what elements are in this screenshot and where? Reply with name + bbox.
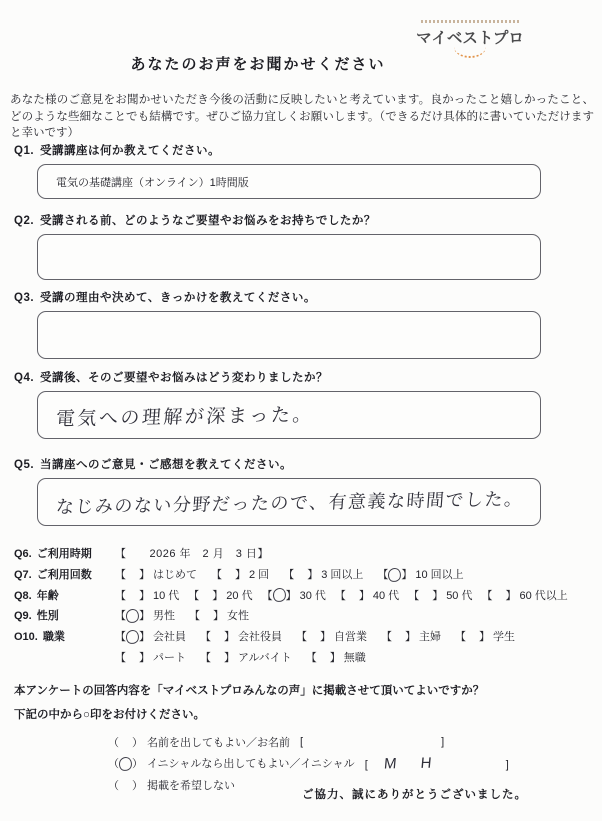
mark-slot [126, 588, 139, 601]
profile-row-q6 [14, 543, 594, 564]
bracket-open: 【 [305, 651, 317, 664]
mark-slot [211, 650, 224, 663]
option-label: 会社員 [153, 631, 186, 644]
profile-label [14, 587, 115, 603]
option [381, 628, 441, 644]
answer-box [37, 478, 541, 526]
bracket-close: 】 [213, 610, 224, 623]
bracket-open: 【 [189, 610, 200, 623]
bracket-close: 】 [139, 569, 150, 582]
bracket-close: 】 [405, 631, 416, 644]
profile-label [14, 628, 115, 644]
bracket-close: 】 [139, 589, 150, 602]
mark-slot [346, 588, 359, 601]
paren-open: （ [108, 758, 119, 771]
option-label: 3 回以上 [321, 569, 364, 582]
circle-mark [387, 566, 403, 582]
square-close: ] [441, 735, 445, 748]
option-label: 2 回 [249, 569, 270, 582]
profile-row-q8 [14, 584, 594, 605]
question-label [14, 212, 590, 228]
bracket-open: 【 [261, 589, 273, 602]
bracket-close: 】 [307, 569, 319, 582]
paren-close: ） [132, 758, 143, 771]
option-label: 60 代以上 [519, 589, 568, 602]
mark-slot [466, 630, 479, 643]
bracket-open: 【 [115, 651, 126, 664]
option-label: 学生 [493, 631, 515, 644]
bracket-close: 】 [479, 631, 490, 644]
option [200, 628, 282, 644]
question-label [14, 456, 590, 472]
option [189, 607, 249, 623]
bracket-open: 【 [115, 589, 126, 602]
option [115, 607, 175, 623]
profile-section [14, 543, 594, 667]
answer-box [37, 164, 541, 199]
bracket-open: 【 [200, 651, 211, 664]
mark-slot [317, 650, 330, 663]
circle-mark [125, 628, 141, 644]
consent-row-name [108, 731, 594, 753]
profile-label-text: 職業 [42, 631, 65, 644]
circle-mark [271, 587, 287, 603]
mark-slot [200, 609, 213, 622]
mark-slot [392, 630, 405, 643]
answer-box [37, 391, 541, 439]
question-text: 受講される前、どのようなご要望やお悩みをお持ちでしたか？ [40, 215, 376, 227]
consent-option-label: 名前を出してもよい／お名前 [147, 736, 290, 749]
paren-open: （ [108, 736, 119, 749]
logo-text: マイベストプロ [416, 30, 524, 47]
bracket-open: 【 [455, 631, 466, 644]
mark-slot [222, 568, 235, 581]
option-label: 男性 [153, 610, 175, 623]
consent-heading-line2: 下記の中から○印をお付けください。 [14, 709, 205, 721]
option-label: 主婦 [419, 631, 441, 644]
initials-field-value [368, 755, 506, 772]
consent-heading-line1: 本アンケートの回答内容を「マイベストプロみんなの声」に掲載させて頂いてよいですか？ [14, 685, 485, 697]
mark-slot [126, 568, 139, 581]
bracket-open: 【 [115, 610, 126, 623]
consent-row-initials [108, 753, 594, 775]
bracket-close: 】 [358, 589, 370, 602]
option [408, 587, 472, 603]
option-label: 自営業 [334, 631, 367, 644]
bracket-close: 】 [320, 631, 331, 644]
question-text: 受講後、そのご要望やお悩みはどう変わりましたか？ [40, 372, 329, 384]
bracket-close: 】 [139, 631, 150, 644]
question-label [14, 289, 590, 305]
mark-slot [126, 609, 139, 622]
question-number: Q6. [14, 548, 32, 561]
option-label: 50 代 [446, 589, 473, 602]
square-open: [ [364, 758, 368, 771]
bracket-close: 】 [224, 651, 235, 664]
question-number: Q1. [14, 145, 35, 157]
bracket-close: 】 [235, 569, 246, 582]
option [262, 587, 326, 603]
option-label: 無職 [343, 651, 366, 664]
profile-label-text: ご利用回数 [36, 569, 92, 582]
handwritten-answer: なじみのない分野だったので、有意義な時間でした。 [55, 488, 525, 518]
bracket-close: 】 [329, 651, 341, 664]
mark-slot [294, 568, 307, 581]
bracket-close: 】 [432, 589, 444, 602]
question-number: Q2. [14, 215, 35, 227]
mark-slot [199, 588, 212, 601]
name-field [300, 736, 444, 748]
consent-option-label: 掲載を希望しない [147, 779, 235, 792]
answer-text: 電気の基礎講座（オンライン）1時間版 [56, 176, 249, 189]
bracket-open: 【 [334, 589, 346, 602]
bracket-open: 【 [211, 569, 222, 582]
square-close: ] [505, 758, 509, 771]
question-label [14, 142, 590, 158]
bracket-close: 】 [139, 651, 150, 664]
circle-mark [125, 608, 141, 624]
mark-slot [119, 735, 132, 748]
option-label: 会社役員 [238, 631, 282, 644]
paren-close: ） [132, 736, 143, 749]
option [306, 649, 366, 665]
answer-box [37, 311, 541, 359]
bracket-open: 【 [408, 589, 420, 602]
option [115, 649, 186, 665]
option [200, 649, 292, 665]
profile-label-text: 性別 [36, 610, 59, 623]
question-block-q4 [14, 369, 590, 439]
profile-row-q10-line2 [115, 646, 594, 667]
question-number: Q5. [14, 459, 35, 471]
bracket-open: 【 [188, 589, 200, 602]
option-label: アルバイト [238, 651, 292, 664]
bracket-open: 【 [381, 631, 392, 644]
option [115, 628, 186, 644]
bracket-close: 】 [505, 589, 517, 602]
profile-label [14, 566, 115, 582]
bracket-close: 】 [224, 631, 235, 644]
question-text: 当講座へのご意見・ご感想を教えてください。 [40, 459, 293, 471]
mark-slot [126, 650, 139, 663]
bracket-open: 【 [377, 569, 389, 582]
option-label: 30 代 [299, 589, 326, 602]
handwritten-initials: M H [383, 754, 442, 773]
profile-label-text: ご利用時期 [36, 548, 92, 561]
profile-label [14, 607, 115, 623]
bracket-open: 【 [200, 631, 211, 644]
bracket-open: 【 [115, 631, 126, 644]
paren-open: （ [108, 779, 119, 792]
question-text: 受講の理由や決めて、きっかけを教えてください。 [40, 292, 316, 304]
handwritten-answer: 電気への理解が深まった。 [55, 404, 315, 430]
bracket-open: 【 [283, 569, 295, 582]
question-text: 受講講座は何か教えてください。 [40, 145, 221, 157]
option [188, 587, 252, 603]
bracket-close: 】 [401, 569, 413, 582]
profile-row-q7 [14, 564, 594, 585]
option [335, 587, 399, 603]
option-label: はじめて [153, 569, 197, 582]
bracket-open: 【 [115, 569, 126, 582]
option [211, 566, 269, 582]
question-label [14, 369, 590, 385]
mark-slot [211, 630, 224, 643]
mark-slot [119, 757, 132, 770]
mark-slot [273, 588, 286, 601]
question-block-q3 [14, 289, 590, 359]
option [455, 628, 515, 644]
mark-slot [492, 588, 505, 601]
option-label: 10 代 [153, 589, 180, 602]
mark-slot [126, 630, 139, 643]
option-label: 40 代 [372, 589, 400, 602]
option [283, 566, 363, 582]
option [377, 566, 463, 582]
question-number: Q4. [14, 372, 35, 384]
bracket-close: 】 [285, 589, 297, 602]
option-label: パート [153, 651, 186, 664]
question-number: Q3. [14, 292, 35, 304]
logo-tagline [421, 20, 519, 23]
paren-close: ） [132, 779, 143, 792]
profile-row-q10 [14, 626, 594, 647]
question-block-q1 [14, 142, 590, 199]
question-block-q5 [14, 456, 590, 526]
option [115, 587, 179, 603]
profile-row-q9 [14, 605, 594, 626]
question-number: Q9. [14, 610, 32, 623]
bracket-close: 】 [139, 610, 150, 623]
option [296, 628, 367, 644]
circle-mark [118, 756, 134, 772]
consent-section [14, 684, 594, 796]
option [481, 587, 567, 603]
question-number: O10. [14, 631, 38, 644]
option-label: 女性 [227, 610, 249, 623]
question-number: Q7. [14, 569, 32, 582]
question-number: Q8. [14, 589, 32, 602]
bracket-open: 【 [296, 631, 307, 644]
usage-date-value: 【 2026 年 2 月 3 日】 [115, 548, 269, 561]
answer-box [37, 234, 541, 280]
profile-label-text: 年齢 [36, 589, 59, 602]
bracket-close: 】 [212, 589, 224, 602]
mark-slot [307, 630, 320, 643]
option-label: 10 回以上 [415, 569, 464, 582]
thanks-note: ご協力、誠にありがとうございました。 [302, 789, 527, 801]
mark-slot [419, 588, 432, 601]
bracket-open: 【 [481, 589, 493, 602]
option-label: 20 代 [226, 589, 253, 602]
consent-option-label: イニシャルなら出してもよい／イニシャル [147, 758, 355, 771]
question-block-q2 [14, 212, 590, 280]
square-open: [ [300, 735, 304, 748]
option [115, 566, 197, 582]
mark-slot [388, 568, 401, 581]
initials-field [365, 755, 509, 772]
profile-label [14, 545, 115, 561]
page-title: あなたのお声をお聞かせください [130, 56, 386, 73]
intro-paragraph: あなた様のご意見をお聞かせいただき今後の活動に反映したいと考えています。良かったこと嬉しかったこと、どのような些細なことでも結構です。ぜひご協力宜しくお願いします。（できるだけ具体的に書いていただけますと幸いです） [10, 94, 594, 139]
